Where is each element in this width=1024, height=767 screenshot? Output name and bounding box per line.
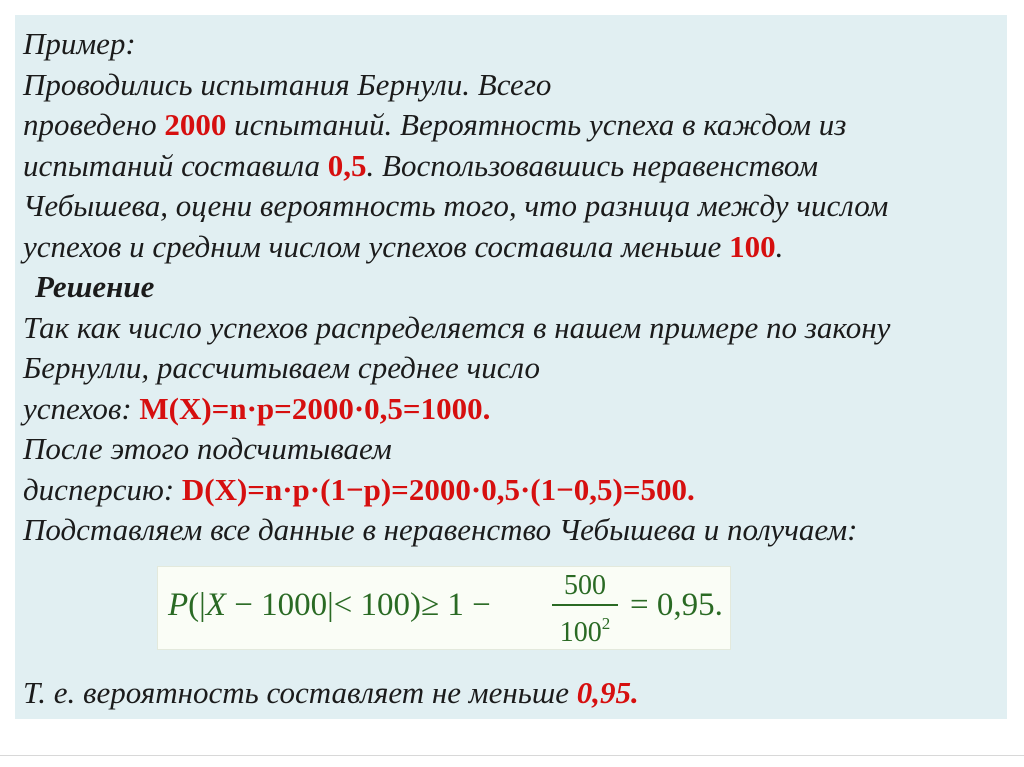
example-label: Пример: (23, 26, 136, 61)
problem-line-2 (23, 105, 998, 146)
problem-line-5-pre: успехов и средним числом успехов составила меньше (23, 228, 730, 264)
problem-line-5 (23, 227, 998, 268)
conclusion-pre: Т. е. вероятность составляет не меньше (23, 675, 577, 710)
solution-line-6: Подставляем все данные в неравенство Чебышева и получаем: (23, 512, 858, 547)
problem-line-3-post: . Воспользовавшись неравенством (366, 147, 818, 183)
solution-line-3 (23, 389, 998, 430)
formula-fraction (550, 571, 620, 648)
variance-formula: D(X)=n·p·(1−p)=2000·0,5·(1−0,5)=500. (181, 471, 695, 507)
formula-left (168, 587, 491, 624)
problem-line-2-post: испытаний. Вероятность успеха в каждом из (226, 107, 847, 142)
formula-result: = 0,95. (630, 587, 723, 623)
fraction-numerator: 500 (564, 570, 606, 601)
fraction-bar (552, 604, 618, 606)
solution-heading: Решение (35, 269, 155, 304)
solution-line-3-pre: успехов: (23, 390, 140, 426)
conclusion-value: 0,95. (576, 675, 639, 710)
formula-p: P (168, 587, 189, 623)
formula-open: (| (188, 587, 206, 623)
solution-line-1: Так как число успехов распределяется в нашем примере по закону (23, 309, 891, 345)
fraction-denominator (550, 609, 620, 648)
conclusion-line (23, 675, 639, 711)
solution-line-4: После этого подсчитываем (23, 431, 392, 466)
bottom-divider (0, 755, 1024, 756)
problem-line-5-post: . (775, 228, 784, 264)
formula-middle: − 1000|< 100)≥ 1 − (225, 587, 491, 623)
problem-line-3 (23, 146, 998, 187)
chebyshev-formula-image (157, 566, 731, 650)
solution-line-2: Бернулли, рассчитываем среднее число (23, 350, 540, 385)
problem-line-2-pre: проведено (23, 107, 165, 142)
denominator-exponent: 2 (601, 614, 611, 633)
solution-line-5 (23, 470, 998, 511)
main-text (23, 24, 998, 551)
mean-formula: M(X)=n·p=2000·0,5=1000. (139, 390, 491, 426)
trials-count: 2000 (164, 107, 227, 142)
formula-x: X (205, 587, 226, 623)
problem-line-3-pre: испытаний составила (23, 147, 328, 183)
denominator-base: 100 (559, 617, 602, 648)
success-probability: 0,5 (327, 147, 367, 183)
deviation-value: 100 (729, 228, 776, 264)
problem-line-4: Чебышева, оцени вероятность того, что разница между числом (23, 188, 889, 223)
problem-line-1: Проводились испытания Бернули. Всего (23, 66, 552, 102)
solution-line-5-pre: дисперсию: (23, 471, 182, 507)
